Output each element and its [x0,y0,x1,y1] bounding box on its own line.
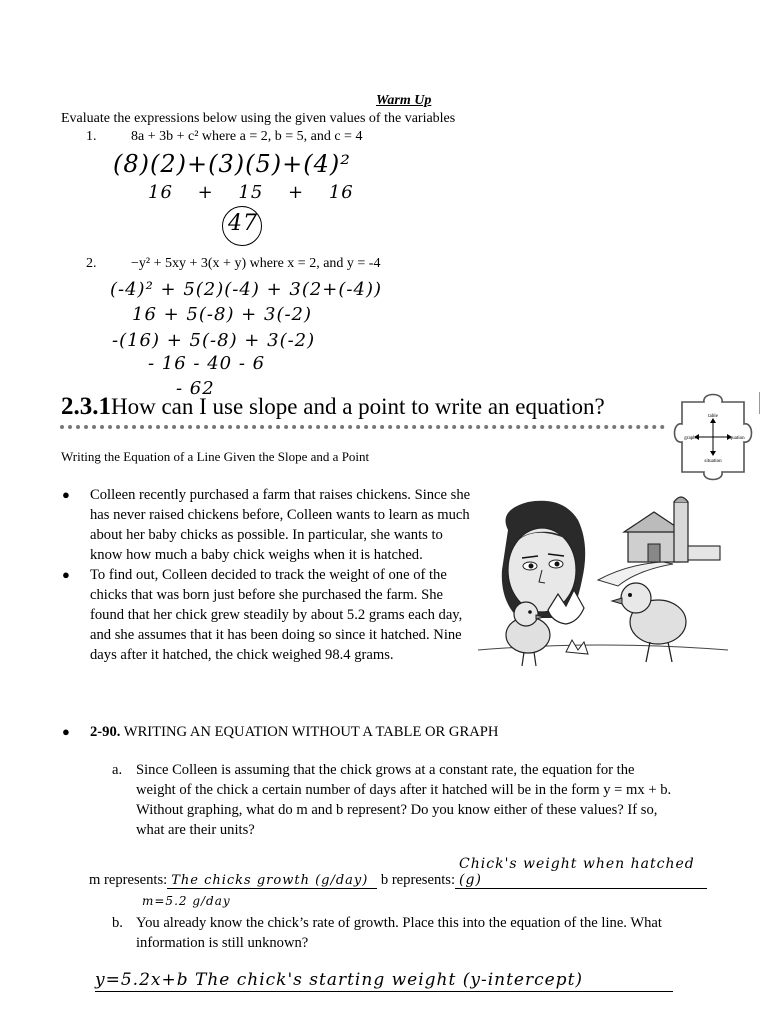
bullet-icon: ● [62,567,70,582]
m-label: m represents: [89,872,168,888]
lesson-question: How can I use slope and a point to write an equation? [111,394,605,419]
problem-2-work-line-4: - 16 - 40 - 6 [148,353,266,374]
problem-1-expression: 8a + 3b + c² where a = 2, b = 5, and c = 4 [131,129,363,144]
egg-shell-pieces [566,640,588,654]
problem-2-answer: - 62 [176,378,215,399]
bullet-icon: ● [62,487,70,502]
lesson-number: 2.3.1 [61,393,111,420]
bullet-text: To find out, Colleen decided to track the weight of one of the chicks that was born just before she purchased the farm. She found that her chick grew steadily by about 5.2 grams each day, and she assumes that it has been doing so since it hatched. Nine days after it hatched, the chick weighed 98.4 grams. [90,567,463,663]
m-value: m=5.2 g/day [142,894,231,908]
part-a-text: Since Colleen is assuming that the chick grows at a constant rate, the equation for the weight of the chick a certain number of days after it hatched will be in the form y = mx + b. Without graphing, what do m and b represent? Do you know either of these values? If so, what are their units? [136,762,672,838]
problem-2-90-number: 2-90. [90,724,121,740]
heading-divider [60,425,665,429]
problem-1-work-line-1: (8)(2)+(3)(5)+(4)² [113,150,351,178]
part-a [112,760,672,840]
warm-up-title: Warm Up [376,93,432,108]
story-bullets [62,485,472,665]
m-answer: The chicks growth (g/day) [167,873,377,889]
puzzle-label-situation: situation [704,459,722,464]
problem-1-number: 1. [86,129,97,144]
problem-2-work-line-1: (-4)² + 5(2)(-4) + 3(2+(-4)) [110,279,382,300]
bullet-item [62,565,472,665]
barn-illustration [624,497,720,562]
puzzle-label-equation: equation [727,436,745,441]
part-a-label: a. [112,762,123,778]
bullet-item [62,485,472,565]
page-edge-mark [759,392,762,414]
problem-1-work-line-2: 16 + 15 + 16 [148,182,354,203]
bullet-text: Colleen recently purchased a farm that raises chickens. Since she has never raised chickens before, Colleen wants to learn as much about her baby chicks as possible. In particular, she wants to know how much a baby chick weighs when it is hatched. [90,487,471,563]
b-label: b represents: [380,872,456,888]
b-answer: Chick's weight when hatched (g) [455,856,707,889]
lesson-heading [61,393,605,421]
problem-2-90-heading [62,724,498,741]
part-b-label: b. [112,915,123,931]
problem-2-work-line-3: -(16) + 5(-8) + 3(-2) [112,330,316,351]
problem-2-number: 2. [86,256,97,271]
chick-right [612,583,686,662]
problem-2-expression: −y² + 5xy + 3(x + y) where x = 2, and y = -4 [131,256,381,271]
part-b [112,913,672,953]
part-b-text: You already know the chick’s rate of growth. Place this into the equation of the line. What information is still unknown? [136,915,662,951]
m-b-answer-row [89,856,707,889]
problem-1-answer: 47 [228,211,258,236]
bullet-icon: ● [62,724,70,739]
warm-up-instructions: Evaluate the expressions below using the given values of the variables [61,111,456,126]
part-b-answer: y=5.2x+b The chick's starting weight (y-intercept) [95,970,673,992]
puzzle-label-table: table [708,414,718,419]
lesson-subheading: Writing the Equation of a Line Given the Slope and a Point [61,449,370,464]
puzzle-piece-icon [672,390,756,484]
problem-2-work-line-2: 16 + 5(-8) + 3(-2) [132,304,313,325]
problem-2-90-title: WRITING AN EQUATION WITHOUT A TABLE OR GRAPH [123,724,499,740]
puzzle-label-graph: graph [684,436,696,441]
farm-chicks-illustration [478,490,733,690]
